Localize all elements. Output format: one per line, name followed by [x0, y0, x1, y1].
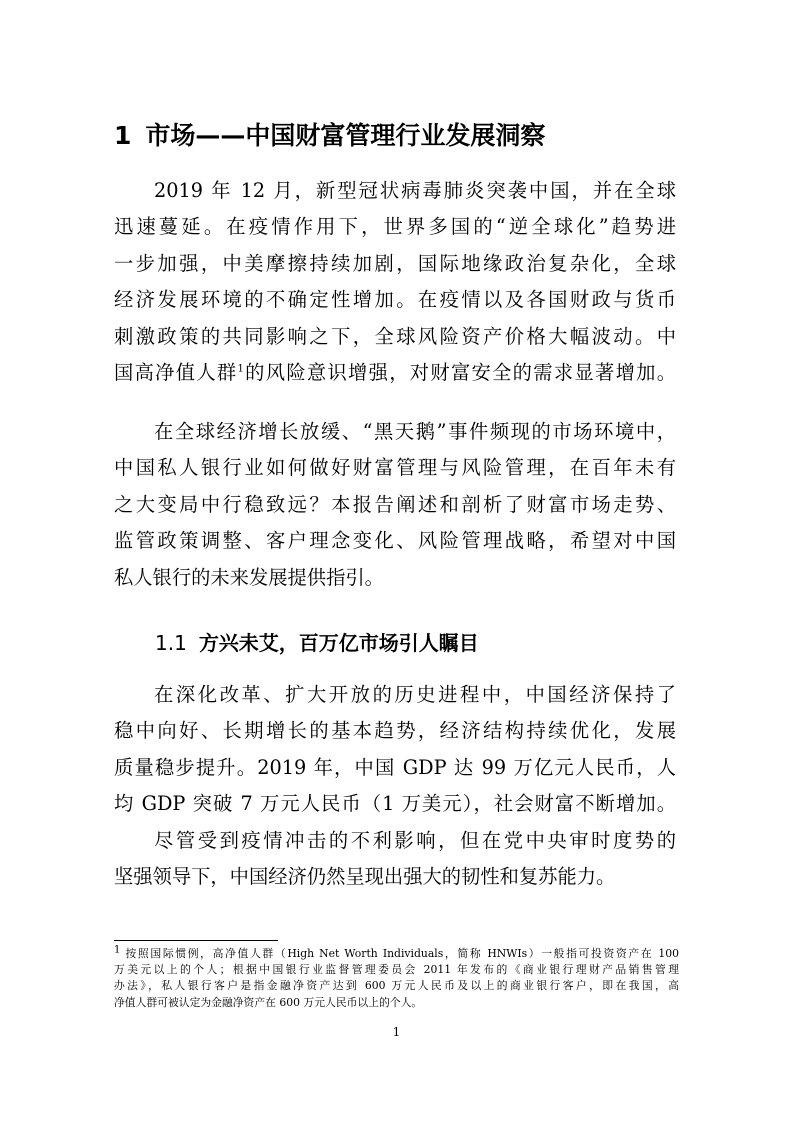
- paragraph-line: 质量稳步提升。2019 年，中国 GDP 达 99 万亿元人民币，人: [114, 755, 676, 779]
- footnote-line: 万美元以上的个人；根据中国银行业监督管理委员会 2011 年发布的《商业银行理财产品销售管理: [114, 963, 679, 977]
- line-text: 国高净值人群: [114, 360, 238, 384]
- paragraph-line: 坚强领导下，中国经济仍然呈现出强大的韧性和复苏能力。: [114, 865, 616, 889]
- section-heading: [114, 118, 674, 154]
- paragraph-line: 2019 年 12 月，新型冠状病毒肺炎突袭中国，并在全球: [154, 179, 676, 202]
- paragraph-line: 均 GDP 突破 7 万元人民币（1 万美元），社会财富不断增加。: [114, 792, 676, 816]
- paragraph-line: 经济发展环境的不确定性增加。在疫情以及各国财政与货币: [114, 288, 676, 312]
- paragraph-3: [114, 677, 676, 823]
- section-title: 市场——中国财富管理行业发展洞察: [145, 121, 546, 150]
- paragraph-line: 在深化改革、扩大开放的历史进程中，中国经济保持了: [154, 683, 676, 706]
- footnote-text: 按照国际惯例，高净值人群（High Net Worth Individuals，简称 HNWIs）一般指可投资资产在 100: [120, 947, 679, 960]
- subsection-title: 方兴未艾，百万亿市场引人瞩目: [198, 631, 479, 655]
- paragraph-line: 尽管受到疫情冲击的不利影响，但在党中央审时度势的: [154, 829, 676, 852]
- footnote: [114, 946, 679, 1011]
- footnote-mark: 1: [114, 944, 121, 956]
- paragraph-line: 之大变局中行稳致远？本报告阐述和剖析了财富市场走势、: [114, 492, 676, 516]
- paragraph-2: [114, 414, 676, 596]
- paragraph-4: [114, 823, 676, 896]
- paragraph-line: 稳中向好、长期增长的基本趋势，经济结构持续优化，发展: [114, 719, 676, 743]
- footnote-line: [114, 946, 679, 962]
- paragraph-line: 私人银行的未来发展提供指引。: [114, 565, 384, 589]
- line-text: 的风险意识增强，对财富安全的需求显著增加。: [243, 360, 677, 384]
- paragraph-line: 迅速蔓延。在疫情作用下，世界多国的“逆全球化”趋势进: [114, 215, 676, 239]
- footnote-line: 办法》，私人银行客户是指金融净资产达到 600 万元人民币及以上的商业银行客户，即在我国，高: [114, 979, 679, 993]
- paragraph-line: 刺激政策的共同影响之下，全球风险资产价格大幅波动。中: [114, 324, 676, 348]
- footnote-reference[interactable]: 1: [237, 363, 244, 375]
- footnote-line: 净值人群可被认定为金融净资产在 600 万元人民币以上的个人。: [114, 995, 423, 1009]
- paragraph-line: 监管政策调整、客户理念变化、风险管理战略，希望对中国: [114, 529, 676, 553]
- paragraph-line: 一步加强，中美摩擦持续加剧，国际地缘政治复杂化，全球: [114, 251, 676, 275]
- paragraph-line: [114, 355, 676, 391]
- subsection-number: 1.1: [155, 631, 187, 655]
- paragraph-line: 在全球经济增长放缓、“黑天鹅”事件频现的市场环境中，: [154, 420, 676, 443]
- subsection-heading: [155, 627, 675, 659]
- footnote-divider: [114, 940, 278, 941]
- paragraph-1: [114, 173, 676, 391]
- section-number: 1: [114, 121, 132, 150]
- page-number: 1: [392, 1025, 401, 1039]
- paragraph-line: 中国私人银行业如何做好财富管理与风险管理，在百年未有: [114, 456, 676, 480]
